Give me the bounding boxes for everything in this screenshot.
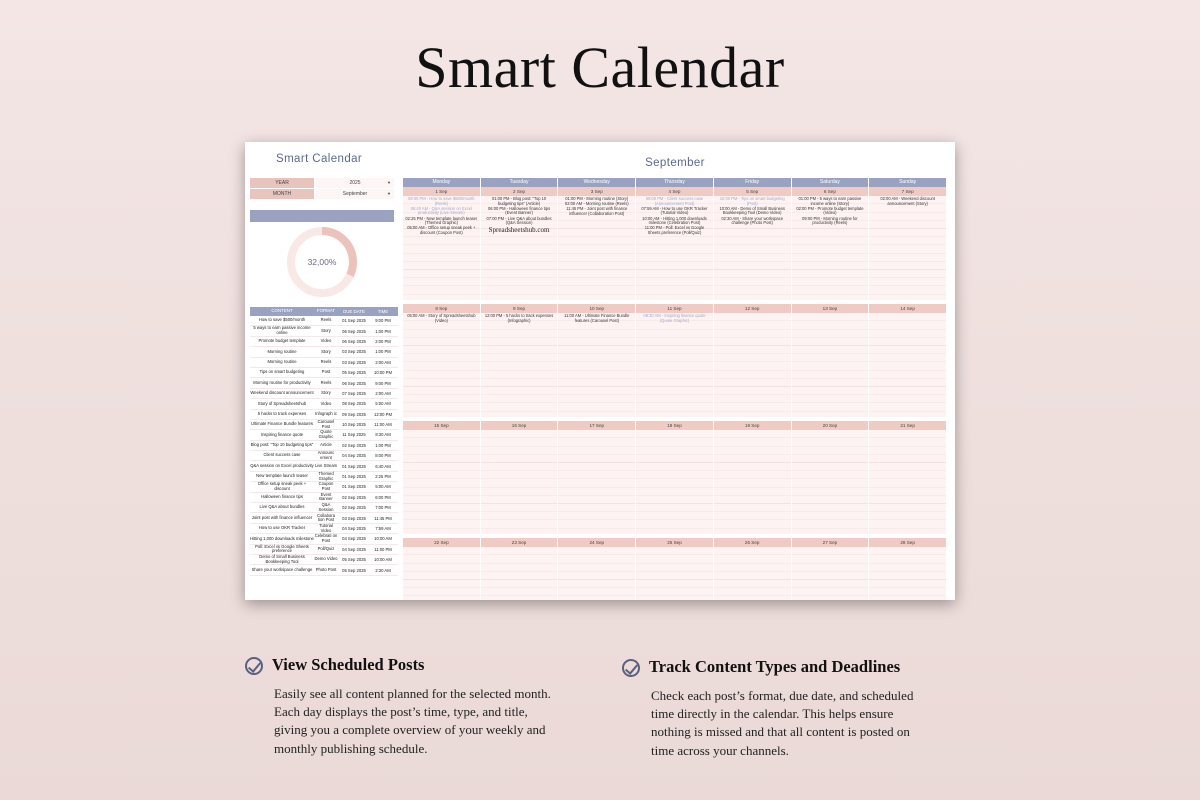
cell-due-date: 05 Sep 2025 [342,567,366,573]
feature-title: View Scheduled Posts [272,655,425,674]
calendar-event[interactable]: 09:00 PM - Morning routine for productivity (Reels) [802,215,858,226]
cell-due-date: 05 Sep 2025 [342,557,366,563]
table-row [250,378,398,388]
day-cell[interactable] [481,430,559,534]
calendar-week [403,187,947,300]
cell-format: Story [321,390,331,396]
week-body [403,196,947,300]
cell-due-date: 06 Sep 2025 [342,328,366,334]
weekday-saturday: Saturday [792,178,870,187]
feature-text: Easily see all content planned for the selected month. Each day displays the post’s time, type, and title, giving you a complete overview of your weekly and monthly publishing schedule. [274,686,551,756]
date-row [403,421,947,430]
cell-format: Story [321,348,331,354]
chevron-down-icon: ▼ [387,180,391,185]
col-header-due-date: DUE DATE [343,309,365,314]
cell-content: Morning routine for productivity [253,379,311,385]
month-label: MONTH [250,189,314,199]
calendar-event[interactable]: 02:00 AM - Morning routine (Reels) [564,201,629,207]
date-cell: 22 Sep [403,538,481,547]
day-cell[interactable] [403,547,481,600]
table-row [250,368,398,378]
cell-time: 2:00 PM [375,338,391,344]
day-cell[interactable] [558,430,636,534]
cell-time: 8:00 PM [375,453,391,459]
cell-due-date: 10 Sep 2025 [342,422,366,428]
spreadsheet-preview [245,142,955,600]
cell-content: Live Q&A about bundles [259,504,305,510]
day-cell[interactable] [869,196,947,300]
cell-content: Joint post with finance influencer [251,514,313,520]
cell-format: Reels [320,317,332,323]
cell-content: Client success case [263,452,301,458]
cell-format: Reels [320,379,332,385]
calendar-week [403,304,947,417]
date-cell: 14 Sep [869,304,947,313]
cell-time: 11:00 AM [374,422,392,428]
cell-content: Q&A session on Excel productivity [250,462,314,468]
date-row [403,304,947,313]
cell-format: Poll/Quiz [317,545,335,551]
date-cell: 19 Sep [714,421,792,430]
date-cell: 21 Sep [869,421,947,430]
col-header-time: TIME [377,309,389,314]
date-cell: 9 Sep [481,304,559,313]
calendar-event[interactable]: 12:00 PM - 5 hacks to track expenses (Infographic) [484,313,554,323]
table-row [250,451,398,461]
day-cell[interactable] [636,313,714,417]
cell-due-date: 04 Sep 2025 [342,546,366,552]
calendar-event[interactable]: 08:00 PM - Client success case (Announcement Post) [645,196,704,206]
cell-time: 6:40 AM [375,463,391,469]
table-row [250,389,398,399]
cell-due-date: 01 Sep 2025 [342,474,366,480]
cell-due-date: 03 Sep 2025 [342,359,366,365]
cell-time: 6:00 PM [375,494,391,500]
cell-due-date: 05 Sep 2025 [342,370,366,376]
check-circle-icon [622,659,640,677]
app-title: Smart Calendar [276,153,363,165]
table-row [250,555,398,565]
cell-time: 1:00 PM [375,442,391,448]
calendar-grid [403,178,947,545]
day-cell[interactable] [792,547,870,600]
cell-time: 2:00 AM [375,390,391,396]
feature-text: Check each post’s format, due date, and scheduled time directly in the calendar. This helps ensure nothing is missed and that all content is posted on time across your channels. [651,688,914,758]
cell-content: Story of Spreadsheetshub [257,400,307,406]
cell-due-date: 03 Sep 2025 [342,349,366,355]
cell-due-date: 01 Sep 2025 [342,484,366,490]
table-row [250,347,398,357]
cell-content: Tips on smart budgeting [259,369,305,375]
date-cell: 1 Sep [403,187,481,196]
col-header-content: CONTENT [271,308,293,314]
date-cell: 5 Sep [714,187,792,196]
cell-format: Announc ement [317,450,335,460]
weekday-tuesday: Tuesday [481,178,559,187]
progress-header-bar [250,210,394,222]
cell-time: 2:30 AM [375,567,391,573]
day-cell[interactable] [714,430,792,534]
cell-format: Carousel Post [317,419,335,429]
day-cell[interactable] [636,430,714,534]
calendar-event[interactable]: 02:25 PM - New template launch teaser (Themed Graphic) [405,215,478,226]
date-row [403,187,947,196]
week-body [403,547,947,600]
cell-time: 12:00 PM [374,411,392,417]
calendar-week [403,538,947,600]
col-header-format: FORMAT [316,308,336,314]
cell-time: 7:00 PM [375,505,391,511]
date-cell: 16 Sep [481,421,559,430]
calendar-panel [403,142,947,600]
cell-due-date: 02 Sep 2025 [342,505,366,511]
cell-due-date: 07 Sep 2025 [342,390,366,396]
day-cell[interactable] [792,196,870,300]
calendar-event[interactable]: 02:00 PM - Promote budget template (Video) [796,205,864,216]
progress-donut-chart [286,226,358,298]
cell-content: Hitting 1,000 downloads milestone [250,535,314,541]
date-cell: 3 Sep [558,187,636,196]
calendar-event[interactable]: 07:59 AM - How to use OKR Tracker (Tutorial Video) [641,205,708,216]
calendar-event[interactable]: 05:00 AM - Office setup sneak peek + discount (Coupon Post) [407,225,476,235]
cell-time: 11:00 PM [374,546,392,552]
calendar-event[interactable]: 11:45 PM - Joint post with finance influencer (Collaboration Post) [566,206,628,216]
cell-time: 10:00 AM [374,536,392,542]
cell-due-date: 01 Sep 2025 [342,318,366,324]
cell-content: Promote budget template [258,338,306,344]
year-dropdown[interactable] [316,178,394,188]
cell-content: Ultimate Finance Bundle features [251,421,313,427]
day-cell[interactable] [558,196,636,300]
date-cell: 23 Sep [481,538,559,547]
date-cell: 28 Sep [869,538,947,547]
week-body [403,313,947,417]
cell-time: 1:00 PM [375,328,391,334]
calendar-event[interactable]: 06:40 AM - Q&A session on Excel productivity (Live Stream) [410,205,472,216]
calendar-event[interactable]: 08:30 AM - Inspiring finance quote (Quote Graphic) [643,313,706,323]
week-body [403,430,947,534]
calendar-month-title: September [645,157,705,169]
day-cell[interactable] [869,547,947,600]
weekday-header-row [403,178,947,187]
cell-content: New template launch teaser [256,473,308,479]
table-row [250,326,398,336]
day-cell[interactable] [792,313,870,417]
calendar-event[interactable]: 10:00 AM - Demo of Small Business Bookkeeping Tool (Demo Video) [719,205,785,216]
date-cell: 4 Sep [636,187,714,196]
calendar-event[interactable]: 01:00 PM - 5 ways to earn passive income online (Story) [798,196,862,206]
table-row [250,358,398,368]
cell-time: 9:00 PM [375,318,391,324]
progress-percent-label: 32,00% [307,257,337,267]
cell-due-date: 04 Sep 2025 [342,526,366,531]
calendar-event[interactable]: 10:00 PM - Tips on smart budgeting (Post) [719,196,785,206]
weekday-sunday: Sunday [869,178,947,187]
date-cell: 8 Sep [403,304,481,313]
cell-content: Blog post: "Top 10 budgeting tips" [250,442,314,448]
day-cell[interactable] [403,196,481,300]
day-cell[interactable] [869,430,947,534]
date-cell: 27 Sep [792,538,870,547]
cell-time: 11:45 PM [374,515,392,521]
day-cell[interactable] [714,547,792,600]
cell-format: Story [321,327,331,333]
cell-due-date: 03 Sep 2025 [342,515,366,521]
content-table-body [250,316,398,576]
cell-due-date: 04 Sep 2025 [342,453,366,459]
calendar-event[interactable]: 06:00 PM - Halloween finance tips (Event Banner) [488,205,551,216]
cell-due-date: 02 Sep 2025 [342,494,366,500]
table-row [250,565,398,575]
cell-content: Inspiring finance quote [260,431,304,437]
calendar-event[interactable]: 07:00 PM - Live Q&A about bundles (Q&A Session) [486,215,552,226]
day-cell[interactable] [636,196,714,300]
date-cell: 7 Sep [869,187,947,196]
calendar-event[interactable]: 11:00 PM - Poll: Excel vs Google Sheets preference (Poll/Quiz) [644,225,705,235]
date-cell: 13 Sep [792,304,870,313]
cell-format: Post [321,369,331,375]
day-cell[interactable] [714,313,792,417]
cell-content: 5 ways to earn passive income online [253,325,311,336]
cell-format: Tutorial Video [319,522,333,533]
date-cell: 10 Sep [558,304,636,313]
cell-time: 5:00 AM [375,401,391,407]
cell-time: 10:00 PM [374,370,392,376]
date-cell: 6 Sep [792,187,870,196]
weekday-monday: Monday [403,178,481,187]
cell-content: 5 hacks to track expenses [257,410,307,416]
cell-format: Q&A Session [318,502,334,512]
cell-time: 8:30 AM [375,432,391,438]
date-cell: 20 Sep [792,421,870,430]
cell-format: Themed Graphic [318,470,334,481]
date-cell: 17 Sep [558,421,636,430]
year-label: YEAR [250,178,314,188]
cell-due-date: 02 Sep 2025 [342,442,366,448]
day-cell[interactable] [403,313,481,417]
date-row [403,538,947,547]
cell-content: Office setup sneak peek + discount [257,481,307,491]
cell-format: Collabora tion Post [317,512,335,523]
cell-content: Morning routine [267,348,297,354]
cell-time: 7:59 AM [375,526,391,531]
left-panel [250,142,398,600]
date-cell: 18 Sep [636,421,714,430]
table-row [250,503,398,513]
cell-content: Poll: Excel vs Google Sheets preference [255,543,309,554]
cell-due-date: 04 Sep 2025 [342,536,366,542]
cell-time: 9:00 PM [375,380,391,386]
day-cell[interactable] [714,196,792,300]
cell-format: Event Banner [319,491,333,502]
date-cell: 12 Sep [714,304,792,313]
cell-format: Video [320,400,332,406]
date-cell: 15 Sep [403,421,481,430]
cell-content: Share your workspace challenge [251,566,313,572]
calendar-event[interactable]: 02:30 AM - Share your workspace challenge (Photo Post) [721,215,784,226]
cell-time: 10:00 AM [374,557,392,563]
cell-format: Coupon Post [318,481,334,491]
brand-watermark: Spreadsheetshub.com [488,226,550,235]
cell-content: Morning routine [267,358,297,364]
cell-due-date: 09 Sep 2025 [342,411,366,417]
date-cell: 26 Sep [714,538,792,547]
cell-time: 2:00 AM [375,359,391,365]
date-cell: 25 Sep [636,538,714,547]
calendar-week [403,421,947,534]
year-value: 2025 [349,180,361,186]
feature-title: Track Content Types and Deadlines [649,657,901,676]
day-cell[interactable] [403,430,481,534]
cell-due-date: 01 Sep 2025 [342,463,366,469]
table-row [250,337,398,347]
cell-time: 5:00 AM [375,484,391,490]
cell-format: Video [320,338,332,344]
table-row [250,430,398,440]
day-cell[interactable] [636,547,714,600]
cell-format: Article [320,442,332,448]
weekday-thursday: Thursday [636,178,714,187]
cell-time: 1:00 PM [375,349,391,355]
date-cell: 2 Sep [481,187,559,196]
calendar-event[interactable]: 05:00 AM - Story of Spreadsheetshub (Video) [407,313,476,323]
calendar-event[interactable]: 10:00 AM - Hitting 1,000 downloads milestone (Celebration Post) [642,215,707,226]
page-title: Smart Calendar [415,35,785,100]
cell-content: Weekend discount announcement [250,390,314,396]
cell-due-date: 11 Sep 2025 [342,432,366,438]
content-table [250,307,398,576]
cell-format: Infograph ic [315,410,337,416]
month-selector [250,189,394,199]
date-cell: 11 Sep [636,304,714,313]
calendar-event[interactable]: 09:00 PM - How to save $500/month (Reels) [408,196,475,206]
day-cell[interactable] [558,547,636,600]
content-table-header [250,307,398,316]
calendar-event[interactable]: 11:00 AM - Ultimate Finance Bundle features (Carousel Post) [564,313,630,323]
day-cell[interactable] [558,313,636,417]
calendar-event[interactable]: 02:00 AM - Weekend discount announcement (Story) [880,196,935,206]
cell-format: Reels [320,358,332,364]
weekday-wednesday: Wednesday [558,178,636,187]
chevron-down-icon: ▼ [387,191,391,196]
weekday-friday: Friday [714,178,792,187]
cell-due-date: 06 Sep 2025 [342,380,366,386]
day-cell[interactable] [792,430,870,534]
cell-content: Halloween finance tips [261,494,303,500]
date-cell: 24 Sep [558,538,636,547]
day-cell[interactable] [481,547,559,600]
cell-content: How to use OKR Tracker [258,525,306,531]
cell-content: How to save $500/month [258,317,306,323]
cell-content: Demo of Small Business Bookkeeping Tool [259,554,305,564]
day-cell[interactable] [481,313,559,417]
cell-format: Demo Video [314,556,338,562]
cell-time: 2:25 PM [375,474,391,480]
month-value: September [342,191,368,197]
cell-format: Quote Graphic [318,429,334,439]
cell-format: Photo Post [315,566,337,572]
cell-due-date: 08 Sep 2025 [342,401,366,407]
calendar-event[interactable]: 01:00 PM - Blog post: "Top 10 budgeting tips" (Article) [491,196,547,206]
day-cell[interactable] [481,196,559,300]
calendar-event[interactable]: 01:00 PM - Morning routine (Story) [565,196,629,201]
cell-format: Live Stream [314,462,338,468]
cell-format: Celebrati on Post [314,533,338,543]
check-circle-icon [245,657,263,675]
table-row [250,399,398,409]
month-dropdown[interactable] [316,189,394,199]
day-cell[interactable] [869,313,947,417]
year-selector [250,178,394,188]
cell-due-date: 06 Sep 2025 [342,338,366,344]
